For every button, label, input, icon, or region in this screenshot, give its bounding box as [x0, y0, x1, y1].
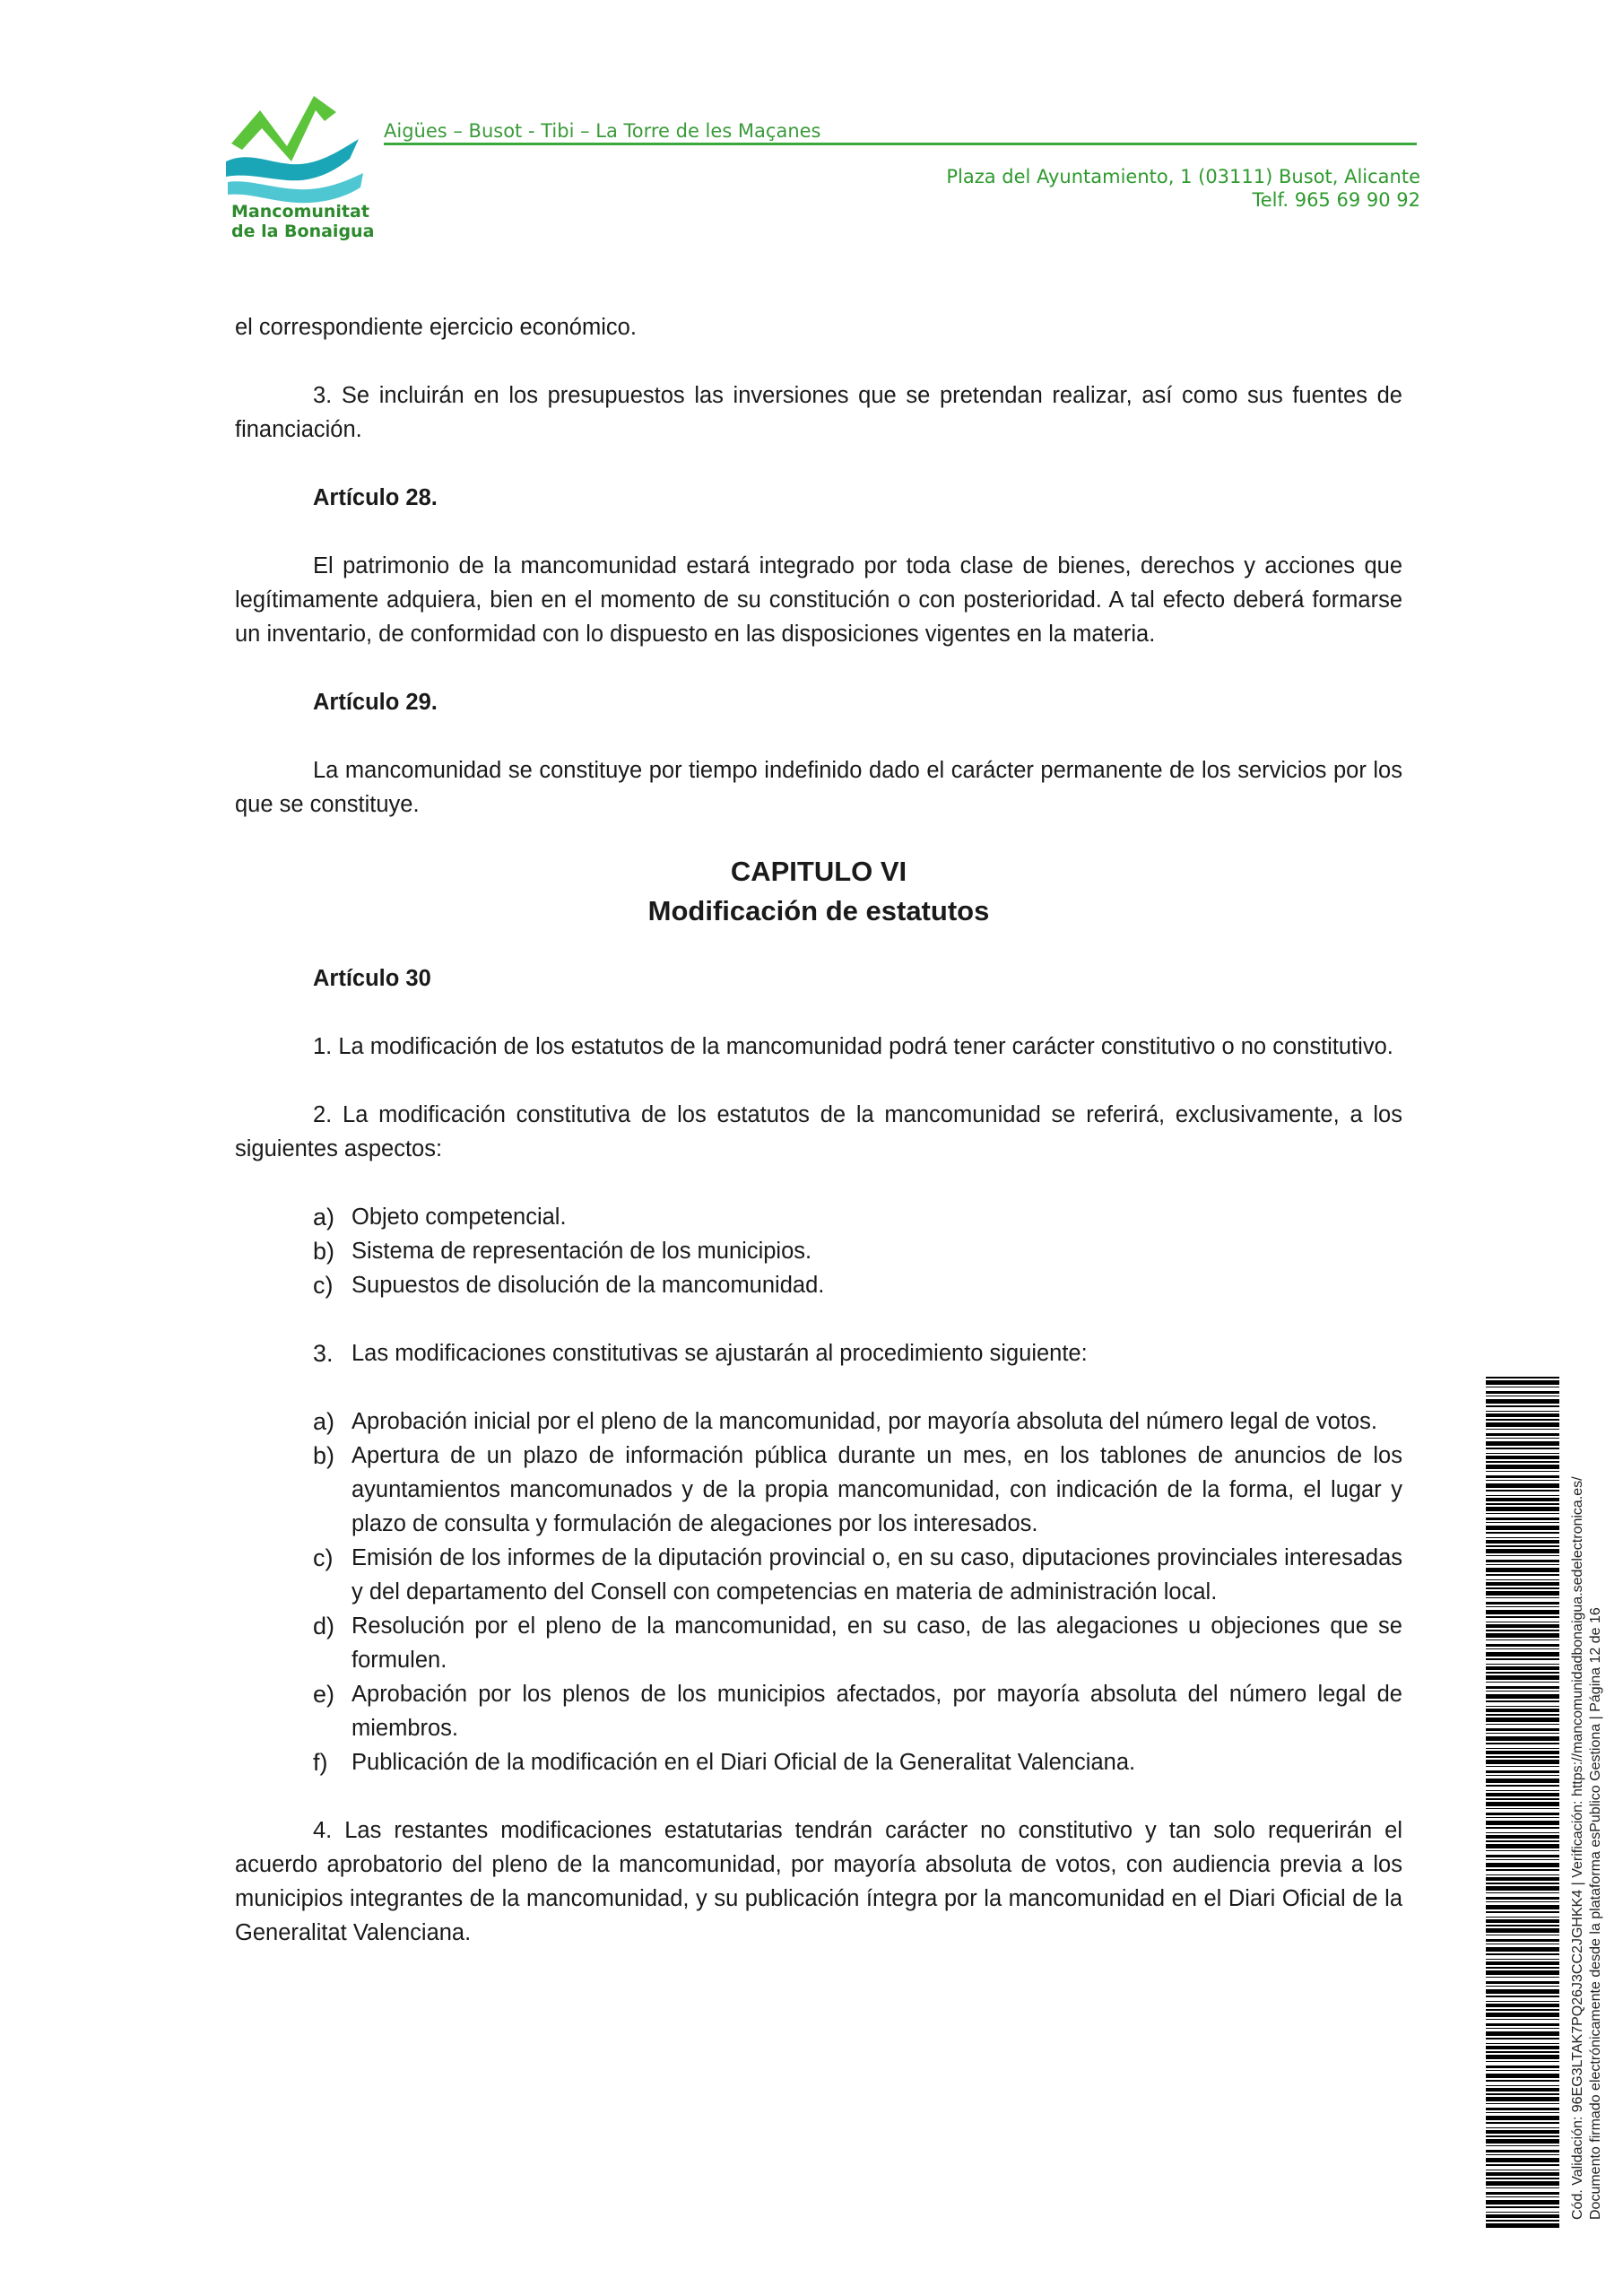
article-28-title: Artículo 28. [313, 485, 438, 510]
paragraph-continuation: el correspondiente ejercicio económico. [235, 315, 637, 340]
paragraph-27-3: 3. Se incluirán en los presupuestos las inversiones que se pretendan realizar, así como sus fuentes de financiación. [235, 383, 1402, 442]
header-divider [384, 143, 1417, 145]
list-item: b) Sistema de representación de los municipios. [313, 1238, 812, 1265]
list-item: e) Aprobación por los plenos de los municipios afectados, por mayoría absoluta del número legal de miembros. [313, 1681, 1402, 1741]
municipalities-line: Aigües – Busot - Tibi – La Torre de les Maçanes [384, 120, 821, 142]
header-address [946, 165, 1420, 212]
mountain-wave-icon [224, 94, 368, 206]
logo-caption [231, 202, 375, 241]
validation-line-1: Cód. Validación: 96EG3LTAK7PQ26J3CC2JGHKK4 | Verificación: https://mancomunidadbonaigua.sedelectronica.es/ [1570, 1476, 1585, 2220]
validation-line-2: Documento firmado electrónicamente desde la plataforma esPublico Gestiona | Página 12 de 16 [1588, 1607, 1603, 2220]
logo-line2: de la Bonaigua [231, 222, 375, 241]
phone-text: Telf. 965 69 90 92 [1252, 189, 1420, 211]
article-30-paragraph-2: 2. La modificación constitutiva de los estatutos de la mancomunidad se referirá, exclusivamente, a los siguientes aspectos: [235, 1102, 1402, 1161]
article-29-text: La mancomunidad se constituye por tiempo indefinido dado el carácter permanente de los servicios por los que se constituye. [235, 758, 1402, 817]
validation-text [1569, 1377, 1605, 2220]
list-item: b) Apertura de un plazo de información pública durante un mes, en los tablones de anuncios de los ayuntamientos mancomunados y de la propia mancomunidad, con indicación de la forma, el lugar y plazo de consulta y formulación de alegaciones por los interesados. [313, 1442, 1402, 1536]
document-body [235, 310, 1402, 1950]
article-30-title: Artículo 30 [313, 966, 431, 991]
aspects-list [235, 1200, 1402, 1302]
procedure-list [235, 1405, 1402, 1779]
list-item: a) Aprobación inicial por el pleno de la mancomunidad, por mayoría absoluta del número legal de votos. [313, 1408, 1377, 1435]
list-item: c) Emisión de los informes de la diputación provincial o, en su caso, diputaciones provinciales interesadas y del departamento del Consell con competencias en materia de administración local. [313, 1544, 1402, 1605]
address-text: Plaza del Ayuntamiento, 1 (03111) Busot, Alicante [946, 166, 1420, 187]
article-30-paragraph-1: 1. La modificación de los estatutos de la mancomunidad podrá tener carácter constitutivo o no constitutivo. [313, 1034, 1393, 1059]
list-item: d) Resolución por el pleno de la mancomunidad, en su caso, de las alegaciones u objeciones que se formulen. [313, 1613, 1402, 1673]
mancomunitat-logo [224, 94, 375, 245]
list-item: f) Publicación de la modificación en el Diari Oficial de la Generalitat Valenciana. [313, 1749, 1136, 1776]
list-item: a) Objeto competencial. [313, 1204, 567, 1231]
list-item: c) Supuestos de disolución de la mancomunidad. [313, 1272, 825, 1299]
logo-line1: Mancomunitat [231, 202, 369, 222]
article-30-paragraph-3: 3. Las modificaciones constitutivas se ajustarán al procedimiento siguiente: [313, 1340, 1088, 1367]
chapter-number: CAPITULO VI [730, 856, 907, 887]
chapter-title: Modificación de estatutos [647, 895, 990, 926]
article-28-text: El patrimonio de la mancomunidad estará integrado por toda clase de bienes, derechos y acciones que legítimamente adquiera, bien en el momento de su constitución o con posterioridad. A tal efecto deberá formarse un inventario, de conformidad con lo dispuesto en las disposiciones vigentes en la materia. [235, 553, 1402, 647]
validation-barcode [1486, 1377, 1559, 2229]
article-29-title: Artículo 29. [313, 690, 438, 715]
article-30-paragraph-4: 4. Las restantes modificaciones estatutarias tendrán carácter no constitutivo y tan solo requerirán el acuerdo aprobatorio del pleno de la mancomunidad, por mayoría absoluta de votos, con audiencia previa a los municipios integrantes de la mancomunidad, y su publicación íntegra por la mancomunidad en el Diari Oficial de la Generalitat Valenciana. [235, 1818, 1402, 1945]
